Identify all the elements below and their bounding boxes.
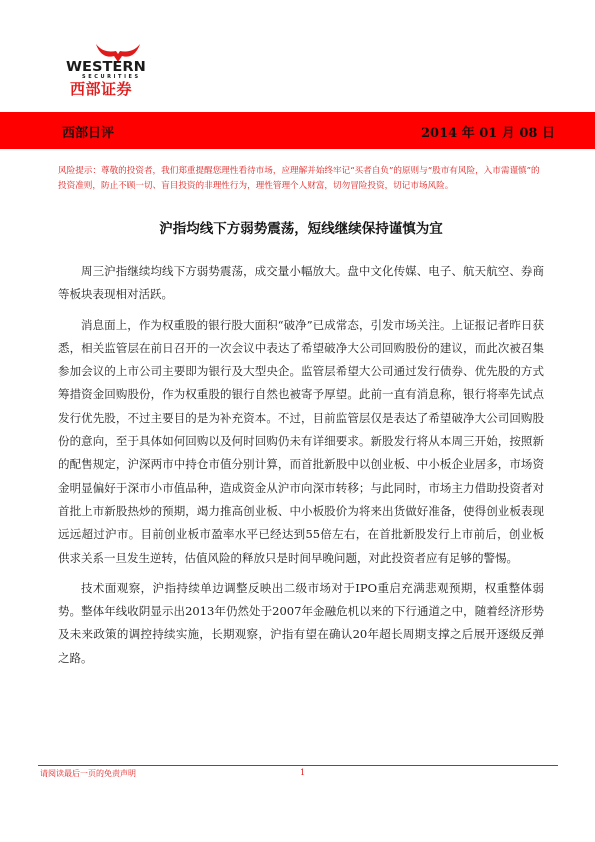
page-number: 1 (300, 768, 306, 777)
logo-english-name: WESTERN (66, 60, 146, 75)
footer-divider (38, 765, 558, 766)
report-type: 西部日评 (62, 126, 115, 141)
disclaimer-link[interactable]: 请阅读最后一页的免责声明 (40, 769, 136, 778)
paragraph-news: 消息面上，作为权重股的银行股大面积“破净”已成常态，引发市场关注。上证报记者昨日获悉，相关监管层在前日召开的一次会议中表达了希望破净大公司回购股份的建议，而此次被召集参加会议的上市公司主要即为银行及大型央企。监管层希望大公司通过发行债券、优先股的方式筹措资金回购股份，作为权重股的银行自然也被寄予厚望。此前一直有消息称，银行将率先试点发行优先股，不过主要目的是为补充资本。不过，目前监管层仅是表达了希望破净大公司回购股份的意向，至于具体如何回购以及何时回购仍未有详细要求。新股发行将从本周三开始，按照新的配售规定，沪深两市中持仓市值分别计算，而首批新股中以创业板、中小板企业居多，市场资金明显偏好于深市小市值品种，造成资金从沪市向深市转移；与此同时，市场主力借助投资者对首批上市新股热炒的预期，竭力推高创业板、中小板股价为将来出货做好准备，使得创业板表现远远超过沪市。目前创业板市盈率水平已经达到55倍左右，在首批新股发行上市前后，创业板供求关系一旦发生逆转，估值风险的释放只是时间早晚问题，对此投资者应有足够的警惕。 (58, 317, 544, 565)
logo-chinese-name: 西部证券 (70, 80, 133, 98)
logo-english-subtitle: SECURITIES (82, 74, 141, 80)
risk-notice: 风险提示：尊敬的投资者，我们郑重提醒您理性看待市场，应理解并始终牢记“买者自负”的原则与“股市有风险，入市需谨慎”的投资准则，防止不顾一切、盲目投资的非理性行为，理性管理个人财富，切勿冒险投资，切记市场风险。 (58, 166, 540, 191)
article-title: 沪指均线下方弱势震荡，短线继续保持谨慎为宜 (159, 221, 443, 237)
article-body (58, 260, 544, 677)
company-logo (58, 42, 178, 98)
report-date: 2014 年 01 月 08 日 (421, 126, 555, 141)
paragraph-technical: 技术面观察，沪指持续单边调整反映出二级市场对于IPO重启充满悲观预期，权重整体弱势。整体年线收阴显示出2013年仍然处于2007年金融危机以来的下行通道之中，随着经济形势及未来政策的调控持续实施，长期观察，沪指有望在确认20年超长周期支撑之后展开逐级反弹之路。 (58, 580, 544, 665)
paragraph-summary: 周三沪指继续均线下方弱势震荡，成交量小幅放大。盘中文化传媒、电子、航天航空、券商等板块表现相对活跃。 (58, 264, 544, 302)
